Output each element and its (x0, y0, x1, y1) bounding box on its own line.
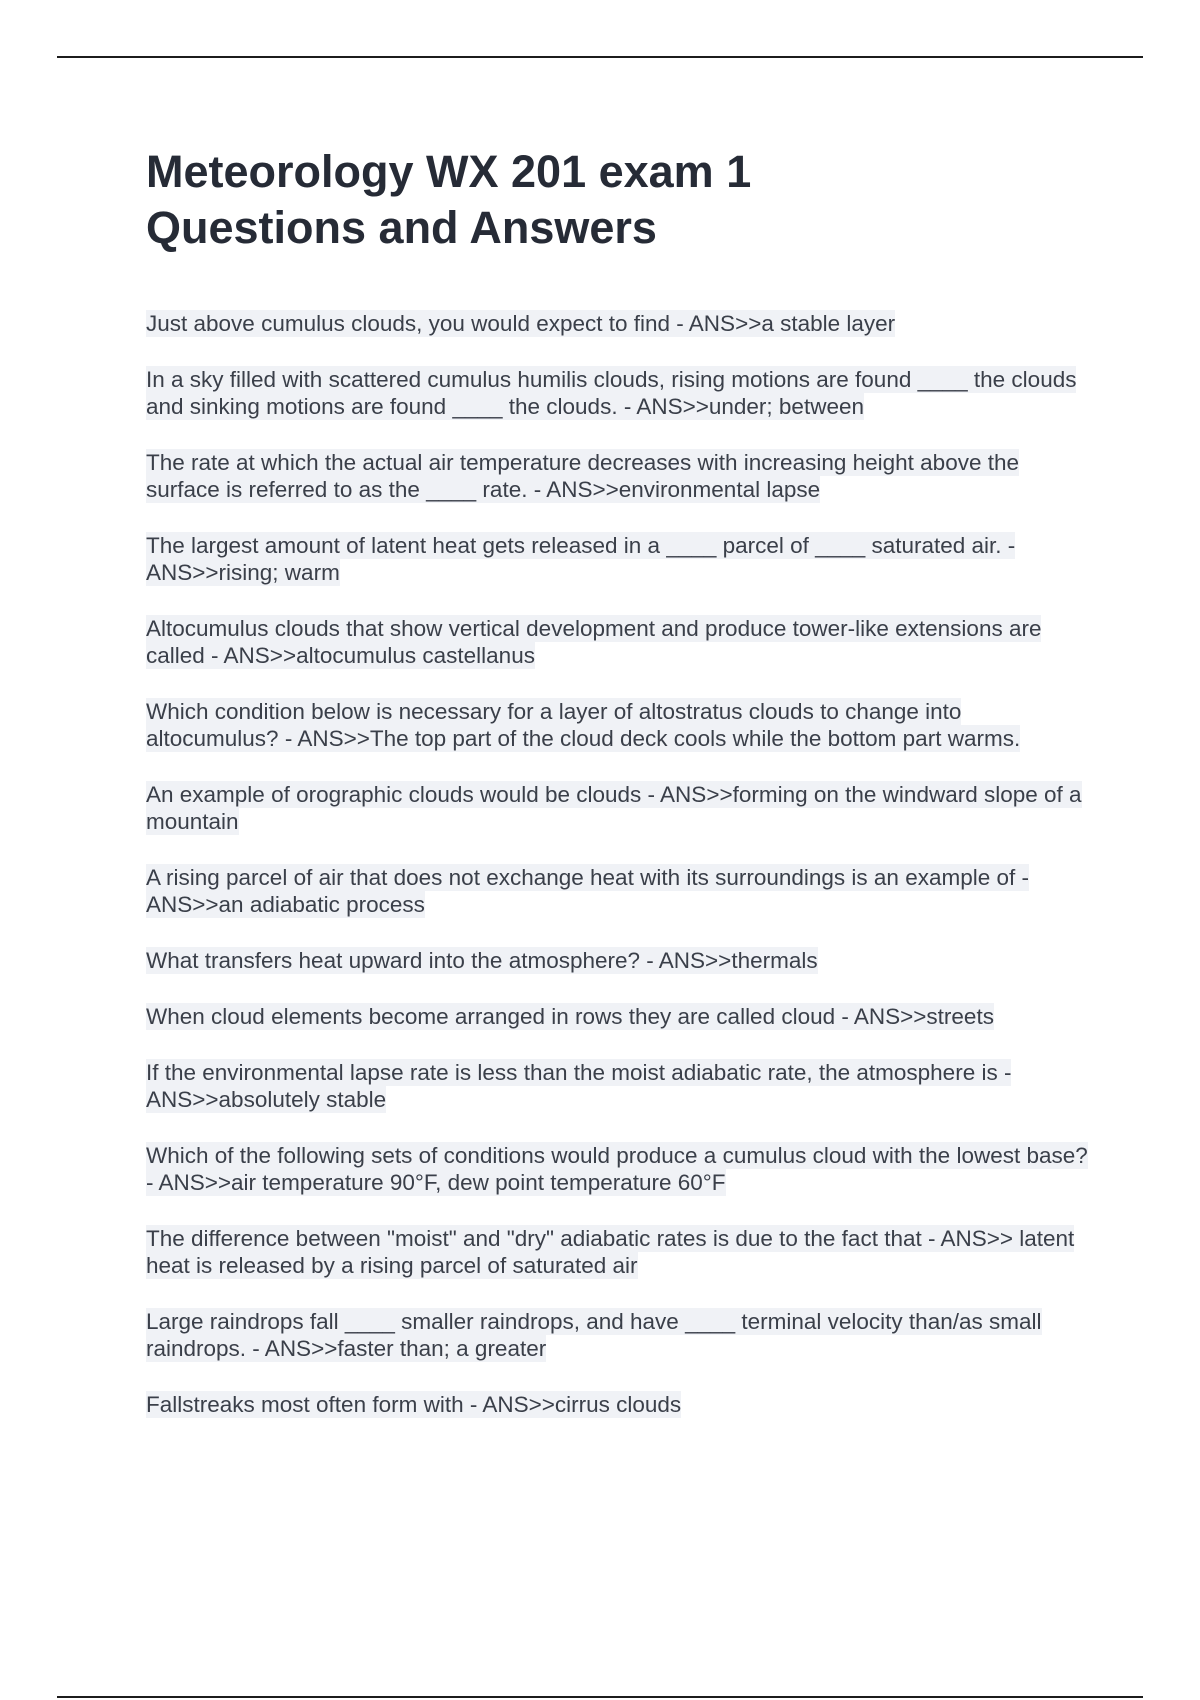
qa-text: What transfers heat upward into the atmosphere? - ANS>>thermals (146, 948, 818, 973)
qa-text: Fallstreaks most often form with - ANS>>cirrus clouds (146, 1392, 682, 1417)
qa-item (146, 1142, 1096, 1196)
qa-item (146, 310, 1096, 337)
qa-item (146, 698, 1096, 752)
title-line-1: Meteorology WX 201 exam 1 (146, 146, 752, 197)
qa-text: Altocumulus clouds that show vertical development and produce tower-like extensions are called - ANS>>altocumulus castellanus (146, 616, 1042, 668)
top-rule (57, 56, 1143, 58)
qa-text: An example of orographic clouds would be clouds - ANS>>forming on the windward slope of a mountain (146, 782, 1082, 834)
qa-text: Just above cumulus clouds, you would expect to find - ANS>>a stable layer (146, 311, 896, 336)
qa-item (146, 781, 1096, 835)
qa-list (146, 310, 1096, 1418)
qa-text: Which condition below is necessary for a layer of altostratus clouds to change into altocumulus? - ANS>>The top part of the cloud deck cools while the bottom part warms. (146, 699, 1021, 751)
qa-item (146, 366, 1096, 420)
qa-item (146, 615, 1096, 669)
qa-text: A rising parcel of air that does not exchange heat with its surroundings is an example of - ANS>>an adiabatic process (146, 865, 1029, 917)
qa-text: If the environmental lapse rate is less than the moist adiabatic rate, the atmosphere is - ANS>>absolutely stable (146, 1060, 1012, 1112)
qa-item (146, 1391, 1096, 1418)
qa-item (146, 947, 1096, 974)
qa-item (146, 532, 1096, 586)
qa-item (146, 1225, 1096, 1279)
qa-text: Large raindrops fall ____ smaller raindrops, and have ____ terminal velocity than/as small raindrops. - ANS>>faster than; a greater (146, 1309, 1042, 1361)
qa-item (146, 864, 1096, 918)
bottom-rule (57, 1696, 1143, 1698)
qa-item (146, 1308, 1096, 1362)
qa-item (146, 449, 1096, 503)
qa-text: When cloud elements become arranged in rows they are called cloud - ANS>>streets (146, 1004, 994, 1029)
document-title (146, 144, 1096, 256)
qa-item (146, 1003, 1096, 1030)
qa-text: The difference between "moist" and "dry" adiabatic rates is due to the fact that - ANS>> latent heat is released by a rising parcel of saturated air (146, 1226, 1075, 1278)
qa-text: Which of the following sets of conditions would produce a cumulus cloud with the lowest base? - ANS>>air temperature 90°F, dew point temperature 60°F (146, 1143, 1088, 1195)
document-body (146, 144, 1096, 1447)
qa-text: The largest amount of latent heat gets released in a ____ parcel of ____ saturated air. - ANS>>rising; warm (146, 533, 1016, 585)
qa-item (146, 1059, 1096, 1113)
qa-text: The rate at which the actual air temperature decreases with increasing height above the surface is referred to as the ____ rate. - ANS>>environmental lapse (146, 450, 1019, 502)
qa-text: In a sky filled with scattered cumulus humilis clouds, rising motions are found ____ the clouds and sinking motions are found ____ the clouds. - ANS>>under; between (146, 367, 1077, 419)
title-line-2: Questions and Answers (146, 202, 657, 253)
